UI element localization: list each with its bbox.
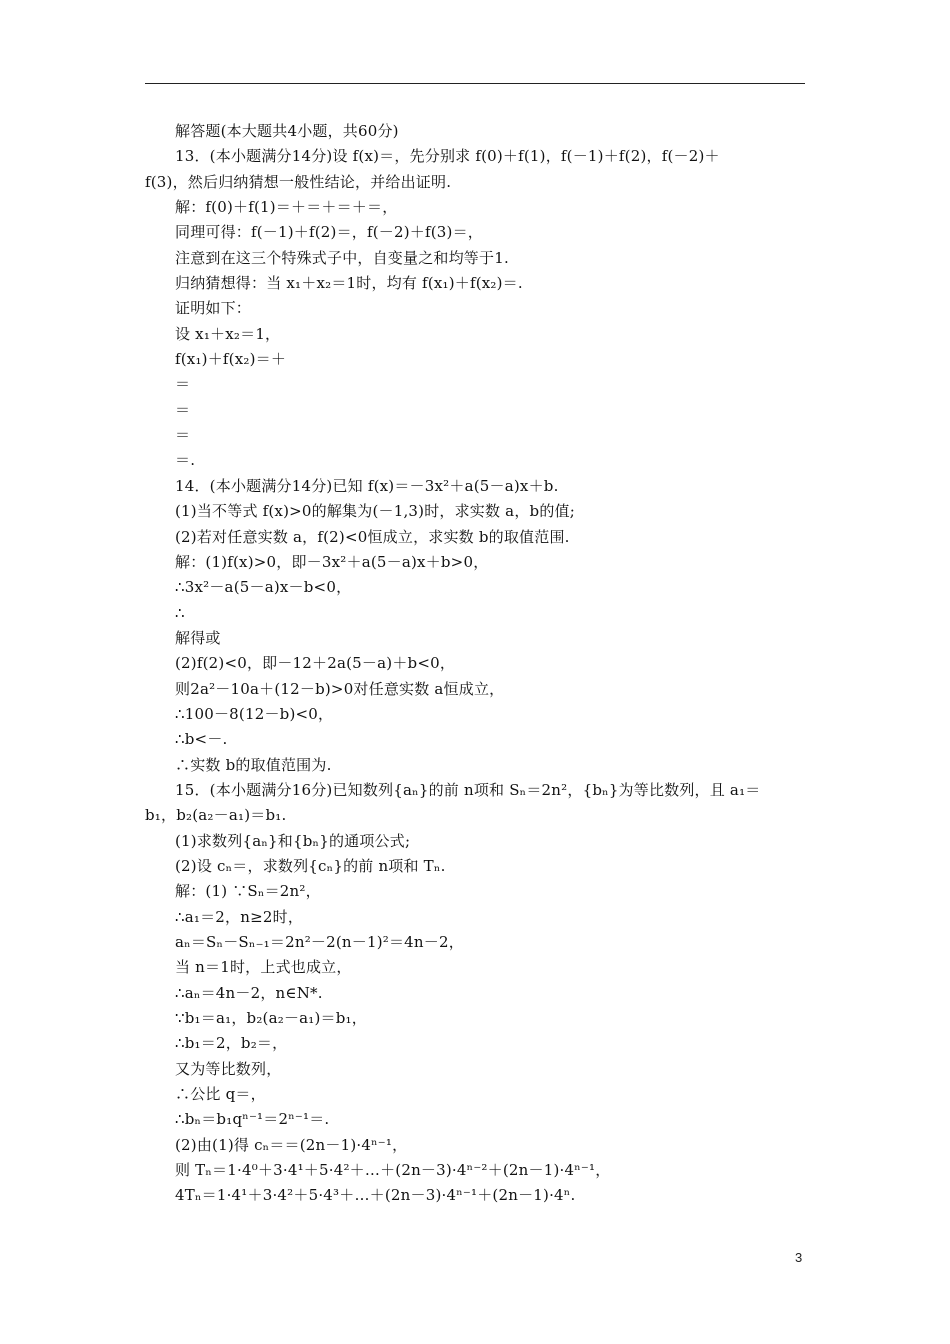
solution-line: ＝ bbox=[175, 426, 191, 445]
problem-15-part-2: (2)设 cₙ＝，求数列{cₙ}的前 n项和 Tₙ. bbox=[175, 856, 446, 875]
problem-13-statement: 13．(本小题满分14分)设 f(x)＝，先分别求 f(0)＋f(1)，f(－1)＋f(2)，f(－2)＋ bbox=[175, 147, 720, 166]
solution-line: 则 Tₙ＝1·4⁰＋3·4¹＋5·4²＋…＋(2n－3)·4ⁿ⁻²＋(2n－1)·4ⁿ⁻¹， bbox=[175, 1161, 611, 1180]
solution-line: 又为等比数列， bbox=[175, 1059, 282, 1078]
solution-line: 4Tₙ＝1·4¹＋3·4²＋5·4³＋…＋(2n－3)·4ⁿ⁻¹＋(2n－1)·4ⁿ. bbox=[175, 1186, 576, 1205]
solution-line: 解：f(0)＋f(1)＝＋＝＋＝＋＝， bbox=[175, 198, 398, 217]
problem-14-statement: 14．(本小题满分14分)已知 f(x)＝－3x²＋a(5－a)x＋b. bbox=[175, 476, 559, 495]
solution-line: ∴aₙ＝4n－2，n∈N*. bbox=[175, 983, 323, 1002]
solution-line: ∴b<－. bbox=[175, 730, 228, 749]
solution-line: 同理可得：f(－1)＋f(2)＝，f(－2)＋f(3)＝， bbox=[175, 223, 483, 242]
solution-line: 注意到在这三个特殊式子中，自变量之和均等于1. bbox=[175, 248, 509, 267]
problem-14-part-1: (1)当不等式 f(x)>0的解集为(－1,3)时，求实数 a，b的值; bbox=[175, 502, 575, 521]
solution-line: 证明如下： bbox=[175, 299, 252, 318]
solution-line: ＝. bbox=[175, 451, 196, 470]
solution-line: ＝ bbox=[175, 400, 191, 419]
document-body bbox=[145, 119, 810, 1209]
solution-line: 解：(1)f(x)>0，即－3x²＋a(5－a)x＋b>0， bbox=[175, 552, 489, 571]
header-rule bbox=[145, 83, 805, 84]
solution-line: ∴100－8(12－b)<0， bbox=[175, 704, 334, 723]
solution-line: ∴ bbox=[175, 603, 185, 622]
solution-line: ∵b₁＝a₁，b₂(a₂－a₁)＝b₁， bbox=[175, 1009, 367, 1028]
solution-line: ∴b₁＝2，b₂＝， bbox=[175, 1034, 288, 1053]
page-number: 3 bbox=[795, 1250, 803, 1265]
solution-line: 归纳猜想得：当 x₁＋x₂＝1时，均有 f(x₁)＋f(x₂)＝. bbox=[175, 274, 523, 293]
solution-line: 则2a²－10a＋(12－b)>0对任意实数 a恒成立， bbox=[175, 679, 505, 698]
solution-line: ∴3x²－a(5－a)x－b<0， bbox=[175, 578, 352, 597]
solution-line: ∴a₁＝2，n≥2时， bbox=[175, 907, 304, 926]
solution-line: 解：(1) ∵Sₙ＝2n²， bbox=[175, 882, 321, 901]
solution-line: (2)由(1)得 cₙ＝＝(2n－1)·4ⁿ⁻¹， bbox=[175, 1135, 408, 1154]
solution-line: 设 x₁＋x₂＝1， bbox=[175, 324, 281, 343]
solution-line: 当 n＝1时，上式也成立， bbox=[175, 958, 352, 977]
solution-line: f(x₁)＋f(x₂)＝＋ bbox=[175, 350, 287, 369]
problem-15-statement: 15．(本小题满分16分)已知数列{aₙ}的前 n项和 Sₙ＝2n²，{bₙ}为等比数列，且 a₁＝ bbox=[175, 780, 761, 799]
problem-15-statement-cont: b₁，b₂(a₂－a₁)＝b₁. bbox=[145, 806, 287, 825]
solution-line: 解得或 bbox=[175, 628, 221, 647]
solution-line: ∴公比 q＝， bbox=[175, 1085, 266, 1104]
solution-line: ＝ bbox=[175, 375, 191, 394]
solution-line: ∴bₙ＝b₁qⁿ⁻¹＝2ⁿ⁻¹＝. bbox=[175, 1110, 330, 1129]
solution-line: aₙ＝Sₙ－Sₙ₋₁＝2n²－2(n－1)²＝4n－2， bbox=[175, 933, 464, 951]
problem-13-statement-cont: f(3)，然后归纳猜想一般性结论，并给出证明. bbox=[145, 172, 452, 191]
problem-15-part-1: (1)求数列{aₙ}和{bₙ}的通项公式; bbox=[175, 831, 411, 850]
section-heading: 解答题(本大题共4小题，共60分) bbox=[175, 122, 399, 140]
solution-line: (2)f(2)<0，即－12＋2a(5－a)＋b<0， bbox=[175, 654, 456, 673]
solution-line: ∴实数 b的取值范围为. bbox=[175, 755, 332, 774]
problem-14-part-2: (2)若对任意实数 a，f(2)<0恒成立，求实数 b的取值范围. bbox=[175, 527, 570, 546]
